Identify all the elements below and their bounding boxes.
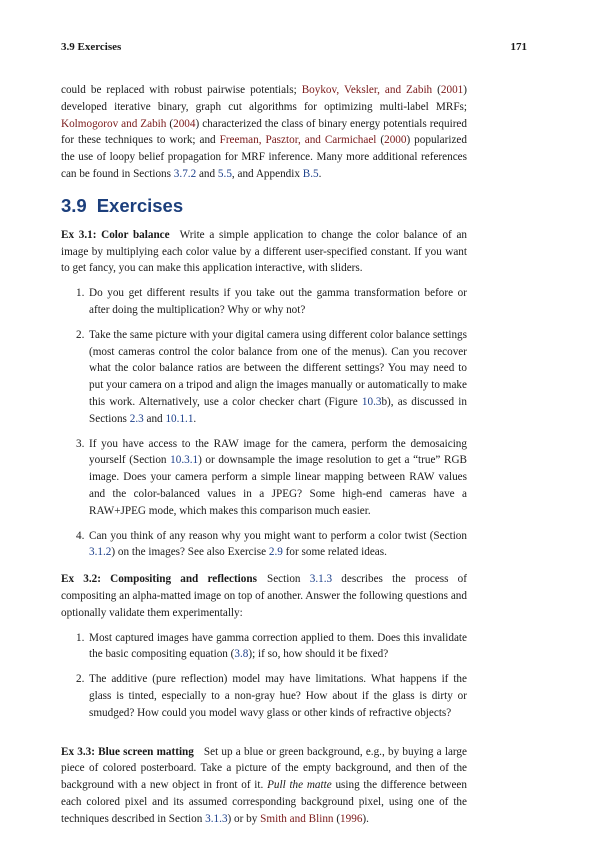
exercise-3-2: [61, 571, 467, 621]
text-run: Section: [266, 573, 310, 586]
text-run: Do you get different results if you take out the gamma transformation before or after doing the multiplication? Why or why not?: [89, 287, 467, 316]
text-run: describes the process of compositing an alpha-matted image on top of another. Answer the following questions and optionally validate them experimentally:: [61, 573, 467, 619]
text-run: Write a simple application to change the color balance of an image by multiplying each color value by a different user-specified constant. If you want to get fancy, you can make this application interactive, with sliders.: [61, 228, 468, 275]
item-text: [89, 285, 467, 319]
exercise-3-1-item-1: [76, 285, 467, 319]
item-number: 3.: [76, 437, 85, 450]
text-run: (: [166, 117, 174, 130]
citation-link[interactable]: Freeman, Pasztor, and Carmichael: [219, 134, 377, 147]
exercise-3-2-item-2: [76, 671, 467, 721]
text-run: Set up a blue or green background, e.g., by buying a large piece of colored posterboard. Take a picture of the empty background, and then of the background with a new object in front of it.: [61, 745, 467, 792]
cross-reference-link[interactable]: 2.3: [129, 412, 144, 425]
cross-reference-link[interactable]: 3.7.2: [173, 167, 197, 180]
item-text: [89, 327, 467, 428]
text-run: b), as discussed in Sections: [89, 395, 467, 425]
exercise-3-3: [61, 744, 467, 828]
text-run: (: [333, 812, 341, 825]
text-run: and: [143, 412, 166, 425]
item-number: 2.: [76, 673, 85, 686]
text-run: ) on the images? See also Exercise: [111, 546, 269, 559]
text-run: ) developed iterative binary, graph cut algorithms for optimizing multi-label MRFs;: [61, 84, 467, 113]
item-number: 1.: [76, 287, 85, 300]
text-run: ) popularized the use of loopy belief propagation for MRF inference. Many more additional references can be found in Sections: [61, 134, 467, 180]
cross-reference-link[interactable]: 5.5: [217, 167, 232, 180]
exercise-title: Ex 3.3: Blue screen matting: [61, 745, 194, 758]
text-run: ); if so, how should it be fixed?: [248, 648, 389, 661]
item-text: [89, 528, 467, 562]
cross-reference-link[interactable]: 3.1.2: [89, 546, 112, 559]
cross-reference-link[interactable]: 2.9: [268, 546, 283, 559]
section-heading: [61, 195, 467, 217]
cross-reference-link[interactable]: 10.3: [361, 395, 382, 408]
text-run: Take the same picture with your digital camera using different color balance settings (most cameras control the color balance from one of the menus). Can you recover what the color balance ratios are between the different settings? You may need to put your camera on a tripod and align the images manually or automatically to make this work. Alternatively, use a color checker chart (Figure: [89, 328, 468, 408]
exercise-3-1: [61, 227, 467, 277]
exercise-3-1-item-4: [76, 528, 467, 562]
book-page: [61, 0, 527, 847]
section-number: 3.9: [61, 194, 87, 216]
cross-reference-link[interactable]: B.5: [302, 167, 319, 180]
text-run: and: [196, 167, 218, 180]
exercise-3-1-item-2: [76, 327, 467, 428]
section-title: Exercises: [96, 194, 184, 216]
text-run: .: [193, 412, 197, 425]
citation-link[interactable]: 1996: [340, 812, 363, 825]
text-run: If you have access to the RAW image for the camera, perform the demosaicing yourself (Section: [89, 437, 467, 467]
text-run: using the difference between each colored pixel and its assumed corresponding background pixel, using one of the techniques described in Section: [61, 779, 467, 825]
citation-link[interactable]: 2004: [173, 117, 196, 130]
text-run: ) or by: [227, 812, 261, 825]
cross-reference-link[interactable]: 3.1.3: [309, 573, 333, 586]
text-run: ) or downsample the image resolution to get a “true” RGB image. Does your camera perform a simple linear mapping between RAW values and the color-balanced values in a JPEG? Some high-end cameras have a RAW+JPEG mode, which makes this comparison much easier.: [89, 454, 467, 517]
text-run: .: [318, 167, 322, 180]
item-text: [89, 671, 467, 721]
exercise-title: Ex 3.1: Color balance: [61, 228, 170, 241]
item-text: [89, 436, 467, 520]
text-run: , and Appendix: [231, 167, 303, 180]
text-run: could be replaced with robust pairwise potentials;: [61, 84, 302, 96]
text-run: Most captured images have gamma correction applied to them. Does this invalidate the basic compositing equation (: [89, 631, 467, 661]
text-run: ).: [362, 812, 369, 825]
text-run: (: [432, 84, 441, 96]
cross-reference-link[interactable]: 10.3.1: [170, 454, 199, 467]
text-run: ) characterized the class of binary energy potentials required for these techniques to work; and: [61, 117, 467, 147]
citation-link[interactable]: Kolmogorov and Zabih: [61, 117, 167, 130]
item-number: 4.: [76, 529, 85, 542]
cross-reference-link[interactable]: 3.1.3: [205, 812, 228, 825]
citation-link[interactable]: Smith and Blinn: [260, 812, 334, 825]
citation-link[interactable]: 2001: [440, 84, 464, 96]
item-number: 2.: [76, 328, 85, 341]
running-header: [61, 40, 527, 54]
item-text: [89, 630, 467, 664]
text-run: for some related ideas.: [282, 546, 387, 559]
cross-reference-link[interactable]: 10.1.1: [165, 412, 194, 425]
exercise-3-2-item-1: [76, 630, 467, 664]
running-header-section: 3.9 Exercises: [61, 41, 122, 53]
text-run: The additive (pure reflection) model may have limitations. What happens if the glass is tinted, especially to a non-gray hue? How about if the glass is dirty or smudged? How could you model wavy glass or other kinds of refractive objects?: [89, 673, 467, 719]
text-run: (: [376, 134, 385, 147]
exercise-title: Ex 3.2: Compositing and reflections: [61, 573, 257, 586]
item-number: 1.: [76, 631, 85, 644]
emphasis-text: Pull the matte: [267, 779, 332, 792]
citation-link[interactable]: 2000: [384, 134, 407, 147]
exercise-3-1-item-3: [76, 436, 467, 520]
cross-reference-link[interactable]: 3.8: [234, 648, 249, 661]
intro-paragraph: [61, 82, 467, 183]
page-number: 171: [510, 41, 527, 53]
citation-link[interactable]: Boykov, Veksler, and Zabih: [301, 84, 433, 96]
text-run: Can you think of any reason why you might want to perform a color twist (Section: [89, 529, 467, 542]
